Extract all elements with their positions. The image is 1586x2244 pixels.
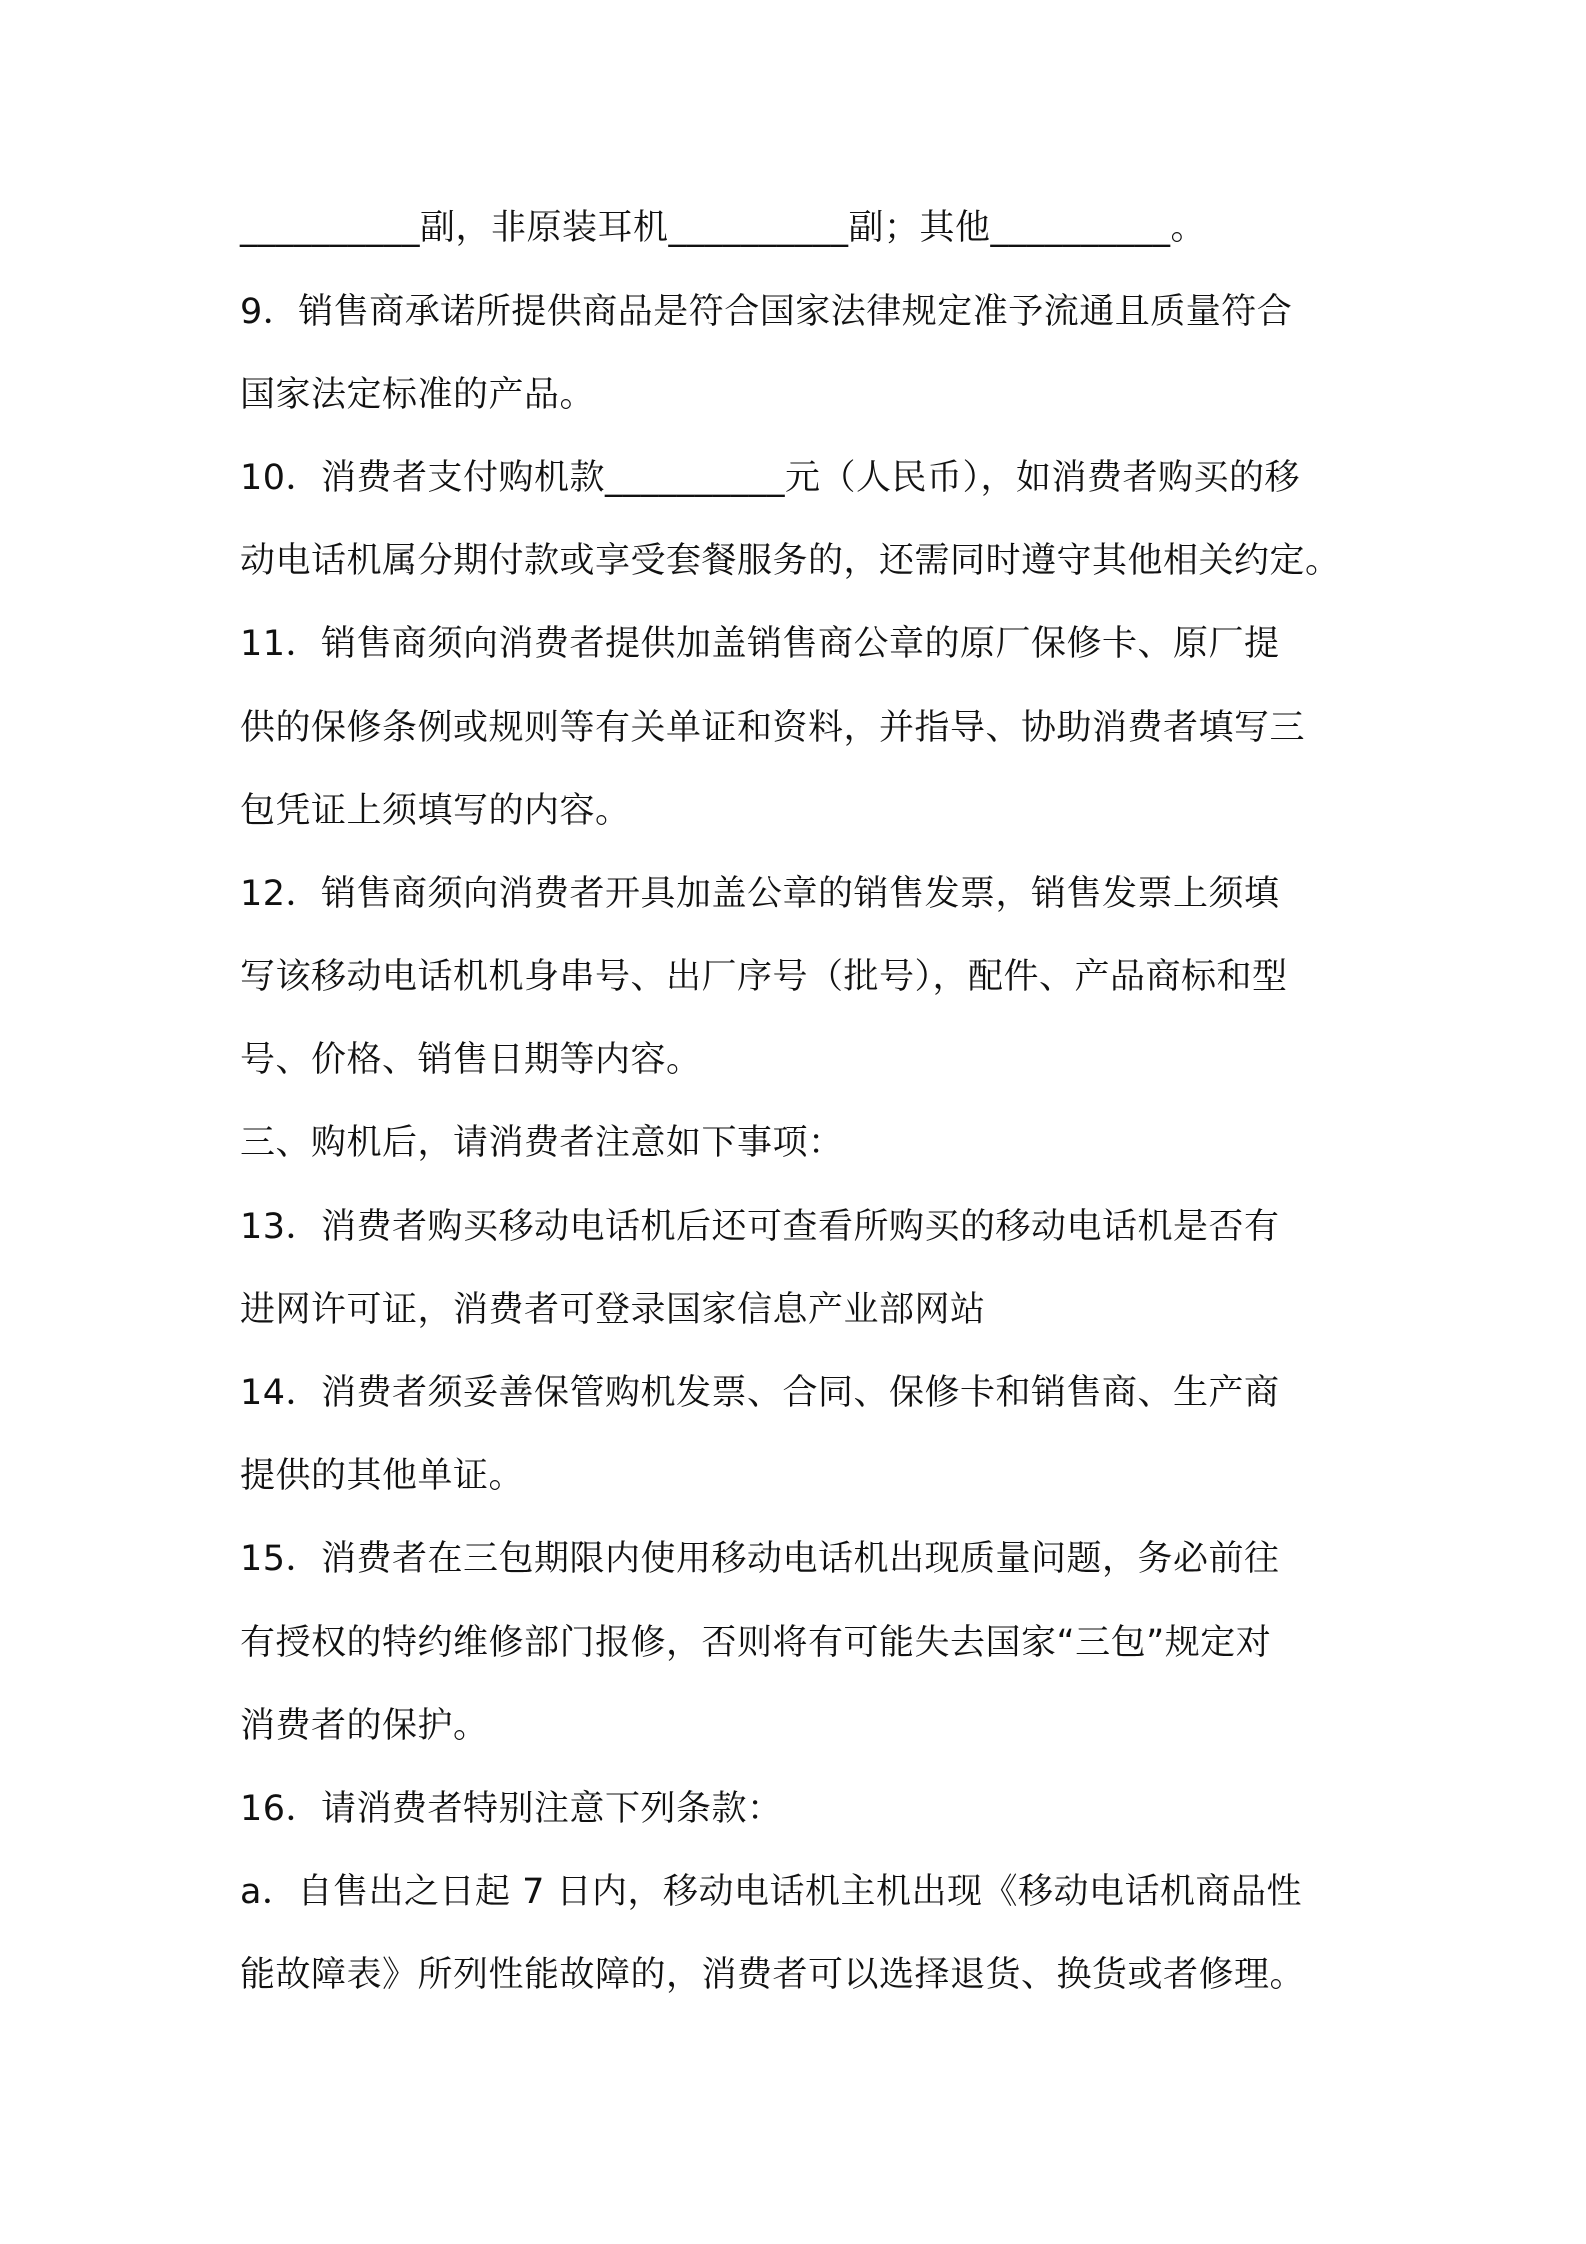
clause-9-line-1: 9．销售商承诺所提供商品是符合国家法律规定准予流通且质量符合 bbox=[240, 292, 1293, 332]
clause-12-line-1: 12．销售商须向消费者开具加盖公章的销售发票，销售发票上须填 bbox=[240, 874, 1280, 914]
clause-15-line-3: 消费者的保护。 bbox=[240, 1706, 489, 1746]
section-3-heading: 三、购机后，请消费者注意如下事项： bbox=[240, 1123, 844, 1163]
clause-12-line-2: 写该移动电话机机身串号、出厂序号（批号），配件、产品商标和型 bbox=[240, 957, 1288, 997]
clause-9-line-2: 国家法定标准的产品。 bbox=[240, 375, 596, 415]
clause-11-line-1: 11．销售商须向消费者提供加盖销售商公章的原厂保修卡、原厂提 bbox=[240, 624, 1280, 664]
clause-12-line-3: 号、价格、销售日期等内容。 bbox=[240, 1040, 702, 1080]
clause-11-line-2: 供的保修条例或规则等有关单证和资料，并指导、协助消费者填写三 bbox=[240, 708, 1306, 748]
clause-15-line-2: 有授权的特约维修部门报修，否则将有可能失去国家“三包”规定对 bbox=[240, 1623, 1272, 1663]
clause-10-line-1: 10．消费者支付购机款__________元（人民币），如消费者购买的移 bbox=[240, 458, 1301, 498]
clause-14-line-2: 提供的其他单证。 bbox=[240, 1456, 525, 1496]
clause-15-line-1: 15．消费者在三包期限内使用移动电话机出现质量问题，务必前往 bbox=[240, 1539, 1280, 1579]
clause-16-heading: 16．请消费者特别注意下列条款： bbox=[240, 1789, 783, 1829]
clause-10-line-2: 动电话机属分期付款或享受套餐服务的，还需同时遵守其他相关约定。 bbox=[240, 541, 1341, 581]
clause-11-line-3: 包凭证上须填写的内容。 bbox=[240, 791, 631, 831]
clause-13-line-2: 进网许可证，消费者可登录国家信息产业部网站 bbox=[240, 1290, 986, 1330]
clause-13-line-1: 13．消费者购买移动电话机后还可查看所购买的移动电话机是否有 bbox=[240, 1207, 1280, 1247]
text-line: __________副，非原装耳机__________副；其他__________。 bbox=[240, 208, 1207, 248]
clause-14-line-1: 14．消费者须妥善保管购机发票、合同、保修卡和销售商、生产商 bbox=[240, 1373, 1280, 1413]
clause-16a-line-1: a．自售出之日起 7 日内，移动电话机主机出现《移动电话机商品性 bbox=[240, 1872, 1302, 1912]
clause-16a-line-2: 能故障表》所列性能故障的，消费者可以选择退货、换货或者修理。 bbox=[240, 1955, 1306, 1995]
